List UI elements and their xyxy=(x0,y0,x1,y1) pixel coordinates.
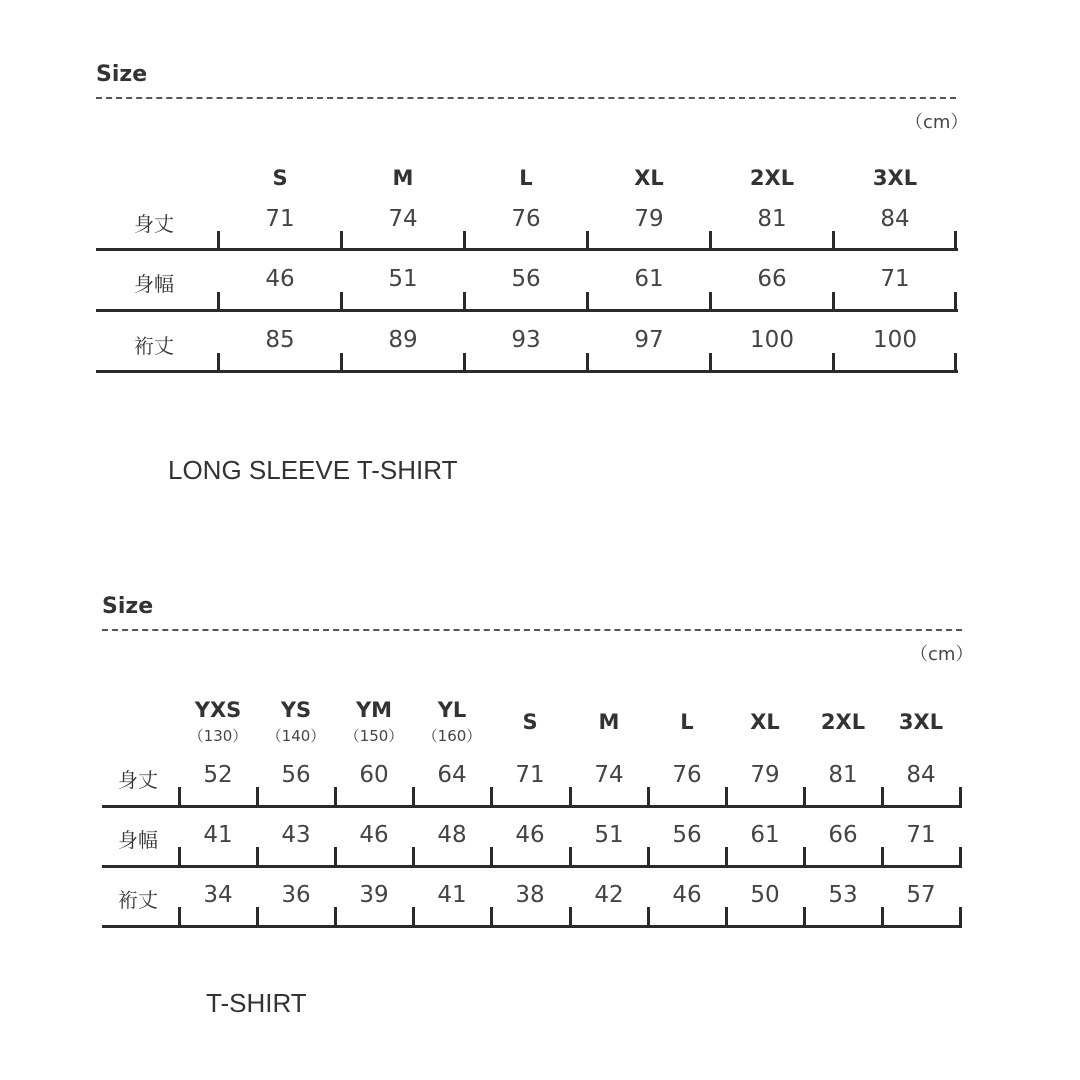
row-label: 裄丈 xyxy=(134,334,174,358)
column-tick xyxy=(256,787,259,805)
table-cell: 97 xyxy=(634,327,664,353)
column-tick xyxy=(217,353,220,371)
table-cell: 38 xyxy=(515,882,545,908)
column-tick xyxy=(954,231,957,249)
column-tick xyxy=(586,353,589,371)
table-cell: 71 xyxy=(906,822,936,848)
table-cell: 60 xyxy=(359,762,389,788)
column-header: S xyxy=(272,166,288,190)
table-cell: 34 xyxy=(203,882,233,908)
column-tick xyxy=(709,353,712,371)
column-tick xyxy=(334,787,337,805)
table-cell: 74 xyxy=(388,206,418,232)
column-tick xyxy=(463,231,466,249)
size-heading-tshirt: Size xyxy=(102,594,154,619)
column-tick xyxy=(178,847,181,865)
column-tick xyxy=(256,847,259,865)
column-tick xyxy=(954,353,957,371)
table-cell: 46 xyxy=(515,822,545,848)
table-cell: 51 xyxy=(388,266,418,292)
table-cell: 42 xyxy=(594,882,624,908)
column-tick xyxy=(412,847,415,865)
column-tick xyxy=(334,907,337,925)
table-cell: 56 xyxy=(511,266,541,292)
column-tick xyxy=(340,353,343,371)
column-header: L xyxy=(519,166,533,190)
row-label: 身丈 xyxy=(134,212,174,236)
column-subheader: （140） xyxy=(266,727,326,745)
column-tick xyxy=(803,787,806,805)
table-cell: 64 xyxy=(437,762,467,788)
column-header: YXS xyxy=(194,698,242,722)
column-tick xyxy=(832,292,835,310)
column-tick xyxy=(340,292,343,310)
table-cell: 79 xyxy=(750,762,780,788)
column-tick xyxy=(881,787,884,805)
column-tick xyxy=(490,787,493,805)
table-cell: 51 xyxy=(594,822,624,848)
table-cell: 84 xyxy=(906,762,936,788)
column-tick xyxy=(463,292,466,310)
column-tick xyxy=(881,847,884,865)
table-cell: 53 xyxy=(828,882,858,908)
column-tick xyxy=(412,787,415,805)
column-tick xyxy=(709,292,712,310)
table-cell: 100 xyxy=(750,327,794,353)
column-tick xyxy=(881,907,884,925)
table-cell: 41 xyxy=(437,882,467,908)
table-cell: 56 xyxy=(281,762,311,788)
column-tick xyxy=(803,907,806,925)
column-tick xyxy=(832,231,835,249)
table-cell: 46 xyxy=(359,822,389,848)
column-tick xyxy=(959,787,962,805)
column-header: S xyxy=(522,710,538,734)
table-cell: 74 xyxy=(594,762,624,788)
row-label: 身幅 xyxy=(134,272,174,296)
column-tick xyxy=(647,907,650,925)
column-header: M xyxy=(598,710,620,734)
table-cell: 48 xyxy=(437,822,467,848)
column-subheader: （150） xyxy=(344,727,404,745)
column-tick xyxy=(725,787,728,805)
table-cell: 71 xyxy=(265,206,295,232)
column-tick xyxy=(647,787,650,805)
column-tick xyxy=(463,353,466,371)
column-header: YM xyxy=(355,698,393,722)
table-cell: 81 xyxy=(828,762,858,788)
table-cell: 52 xyxy=(203,762,233,788)
table-cell: 50 xyxy=(750,882,780,908)
table-cell: 41 xyxy=(203,822,233,848)
column-header: XL xyxy=(634,166,664,190)
column-tick xyxy=(803,847,806,865)
table-cell: 84 xyxy=(880,206,910,232)
column-header: L xyxy=(680,710,694,734)
table-cell: 56 xyxy=(672,822,702,848)
column-header: XL xyxy=(750,710,780,734)
column-tick xyxy=(569,907,572,925)
row-rule xyxy=(96,370,958,373)
table-cell: 76 xyxy=(672,762,702,788)
table-cell: 46 xyxy=(672,882,702,908)
dashed-divider xyxy=(102,629,962,631)
column-header: 3XL xyxy=(898,710,944,734)
table-cell: 57 xyxy=(906,882,936,908)
column-tick xyxy=(569,847,572,865)
table-cell: 71 xyxy=(880,266,910,292)
column-tick xyxy=(217,231,220,249)
table-cell: 61 xyxy=(634,266,664,292)
column-tick xyxy=(832,353,835,371)
column-header: 2XL xyxy=(820,710,866,734)
table-cell: 79 xyxy=(634,206,664,232)
table-cell: 85 xyxy=(265,327,295,353)
table-cell: 71 xyxy=(515,762,545,788)
table-cell: 36 xyxy=(281,882,311,908)
row-rule xyxy=(96,309,958,312)
column-tick xyxy=(178,787,181,805)
size-heading-long-sleeve: Size xyxy=(96,62,148,87)
table-cell: 89 xyxy=(388,327,418,353)
table-cell: 93 xyxy=(511,327,541,353)
unit-label: （cm） xyxy=(905,112,969,133)
column-tick xyxy=(340,231,343,249)
row-label: 身丈 xyxy=(118,768,158,792)
column-tick xyxy=(725,907,728,925)
row-rule xyxy=(102,865,962,868)
column-tick xyxy=(569,787,572,805)
column-tick xyxy=(334,847,337,865)
row-label: 裄丈 xyxy=(118,888,158,912)
table-cell: 43 xyxy=(281,822,311,848)
row-rule xyxy=(102,805,962,808)
column-tick xyxy=(586,231,589,249)
row-rule xyxy=(96,248,958,251)
table-cell: 39 xyxy=(359,882,389,908)
table-cell: 66 xyxy=(757,266,787,292)
row-rule xyxy=(102,925,962,928)
column-tick xyxy=(725,847,728,865)
column-tick xyxy=(412,907,415,925)
column-header: 3XL xyxy=(872,166,918,190)
column-header: YS xyxy=(280,698,312,722)
table-cell: 81 xyxy=(757,206,787,232)
column-subheader: （130） xyxy=(188,727,248,745)
column-header: YL xyxy=(437,698,467,722)
column-tick xyxy=(954,292,957,310)
column-tick xyxy=(217,292,220,310)
column-tick xyxy=(959,847,962,865)
column-header: 2XL xyxy=(749,166,795,190)
table-cell: 76 xyxy=(511,206,541,232)
table-cell: 46 xyxy=(265,266,295,292)
long-sleeve-caption: LONG SLEEVE T-SHIRT xyxy=(168,455,458,485)
table-cell: 66 xyxy=(828,822,858,848)
column-tick xyxy=(586,292,589,310)
column-subheader: （160） xyxy=(422,727,482,745)
row-label: 身幅 xyxy=(118,828,158,852)
unit-label: （cm） xyxy=(910,644,974,665)
column-tick xyxy=(959,907,962,925)
column-tick xyxy=(709,231,712,249)
column-tick xyxy=(256,907,259,925)
tshirt-caption: T-SHIRT xyxy=(206,988,307,1018)
column-tick xyxy=(647,847,650,865)
column-tick xyxy=(490,907,493,925)
column-tick xyxy=(490,847,493,865)
column-tick xyxy=(178,907,181,925)
table-cell: 100 xyxy=(873,327,917,353)
dashed-divider xyxy=(96,97,956,99)
table-cell: 61 xyxy=(750,822,780,848)
column-header: M xyxy=(392,166,414,190)
